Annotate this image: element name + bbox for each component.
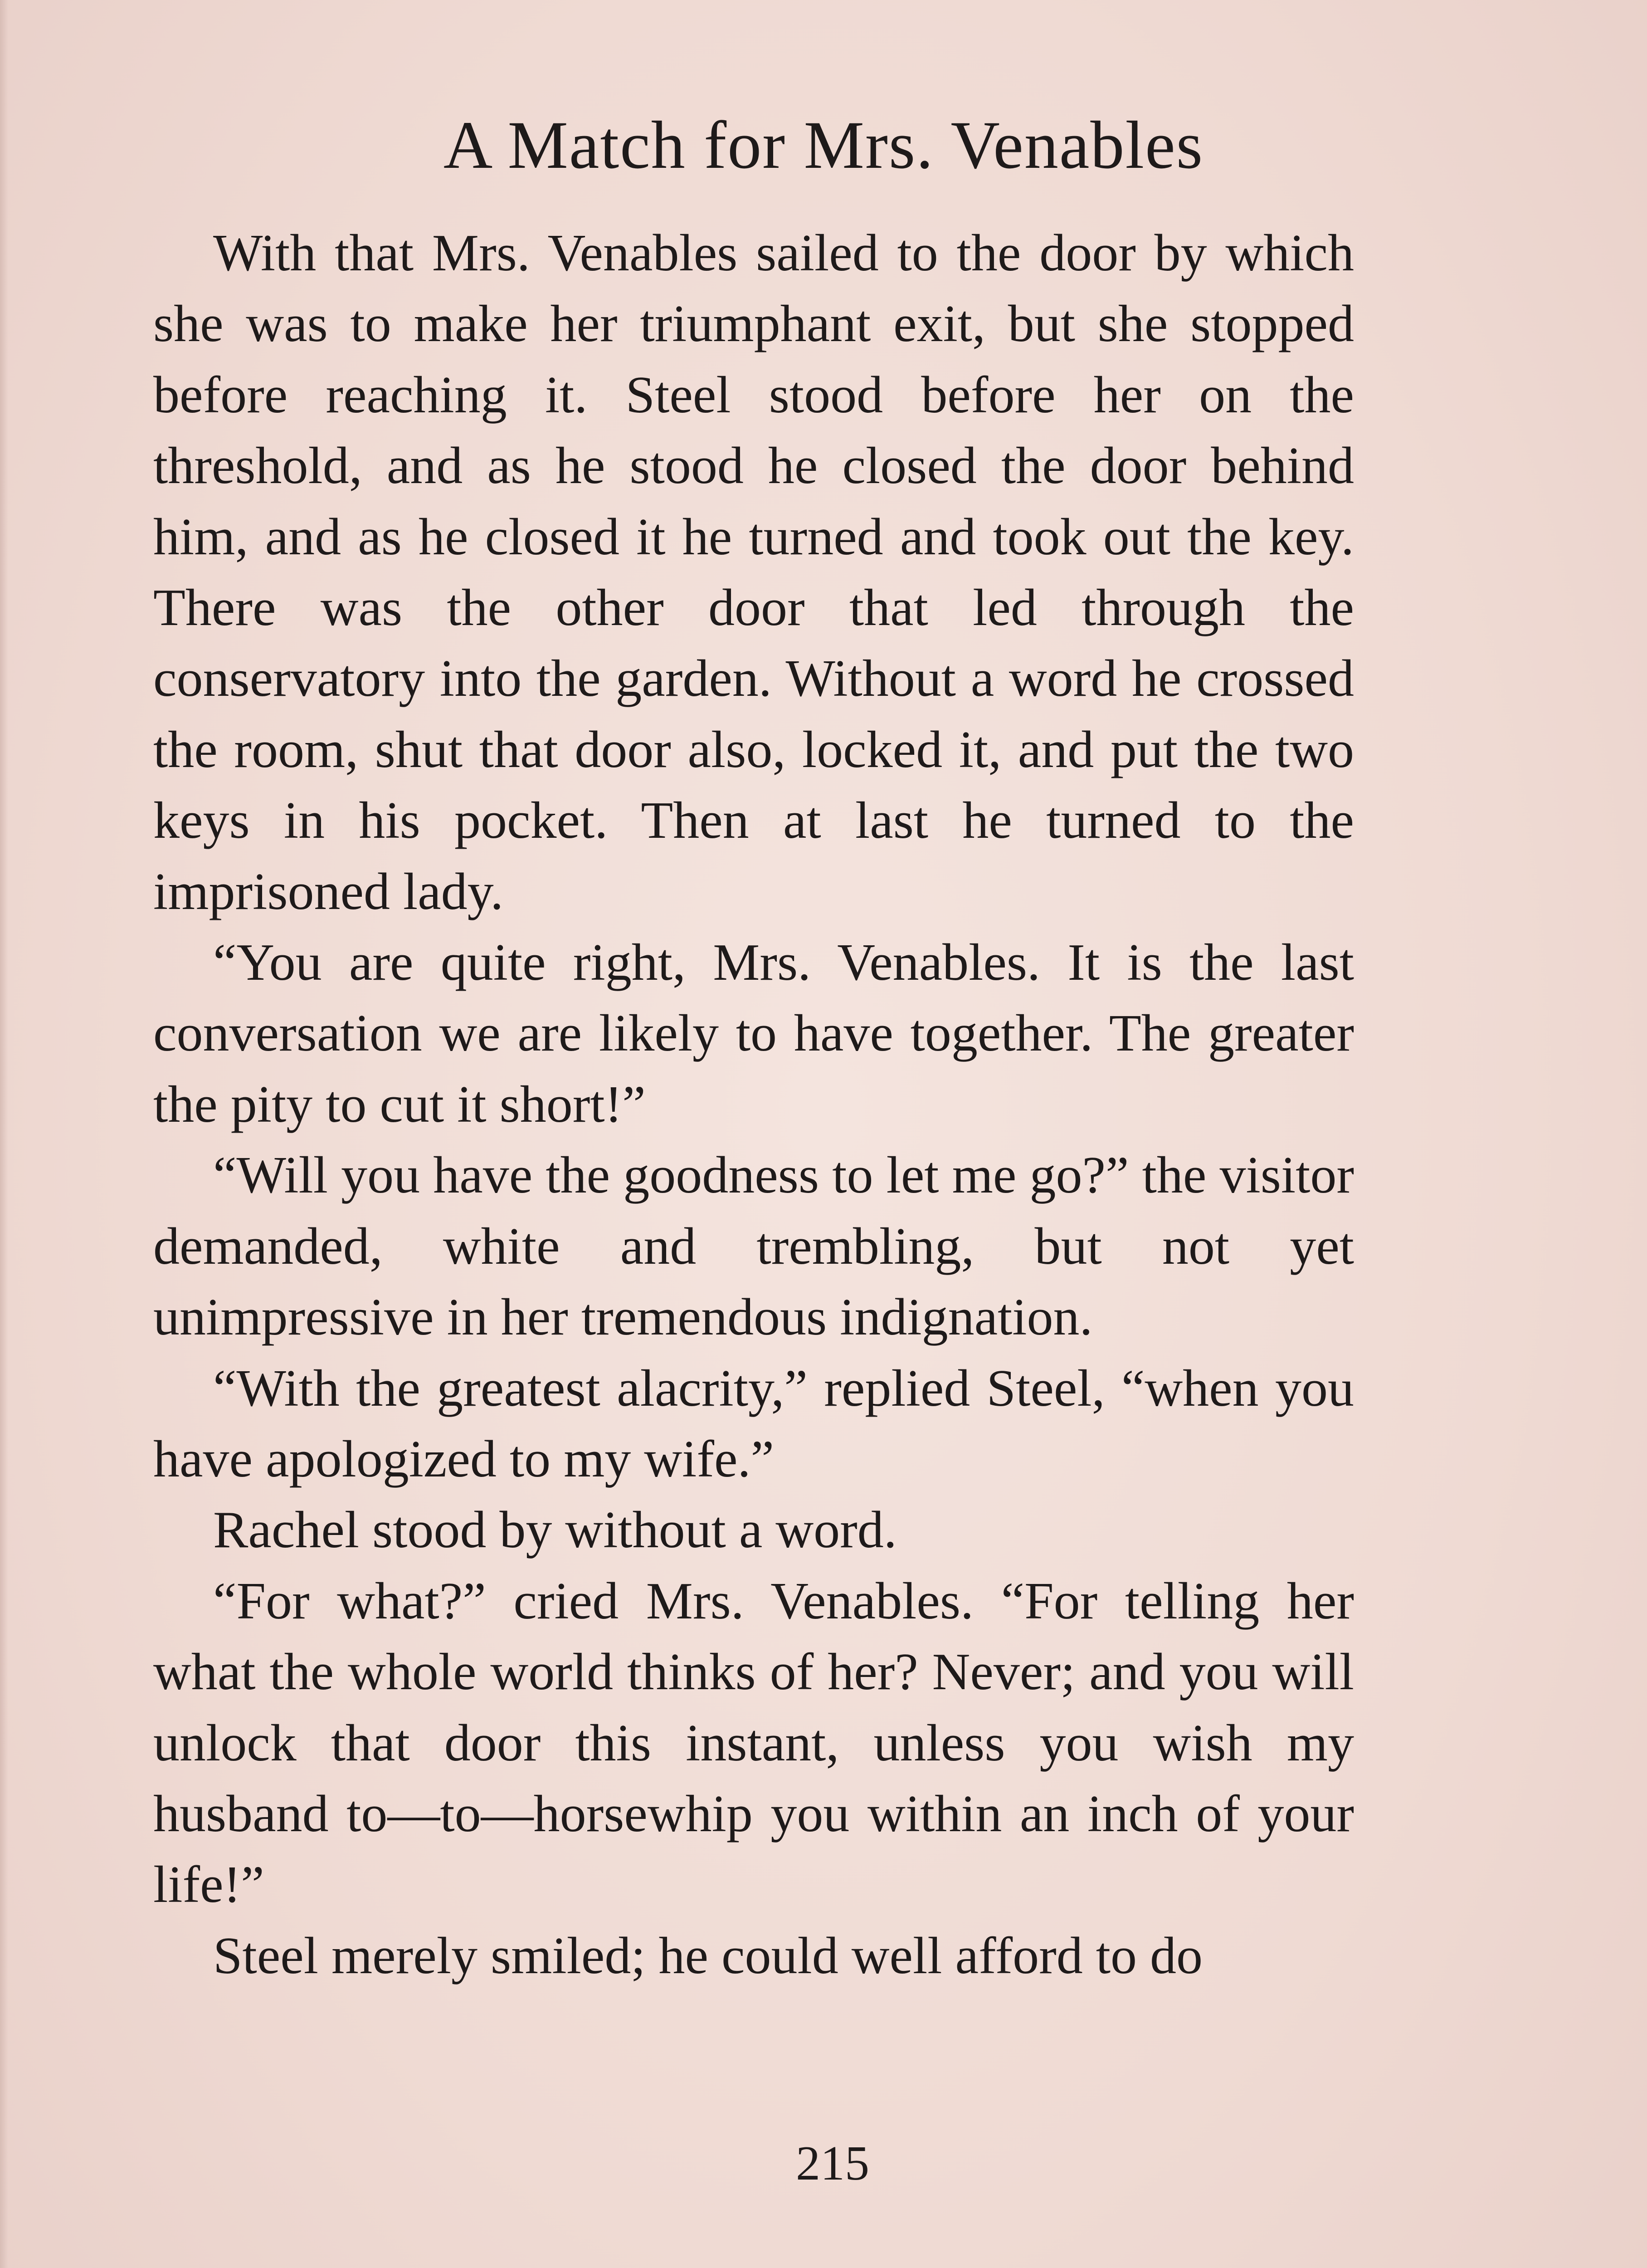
- paragraph: “Will you have the goodness to let me go?” the visitor demanded, white and trembling, but not yet unimpressive in her tremendous indignation.: [153, 1146, 1354, 1347]
- paragraph: Rachel stood by without a word.: [213, 1501, 897, 1559]
- paragraph: Steel merely smiled; he could well afford to do: [213, 1926, 1203, 1985]
- paragraph: “With the greatest alacrity,” replied Steel, “when you have apologized to my wife.”: [153, 1359, 1354, 1488]
- page-number: 215: [796, 2136, 869, 2190]
- paragraph: With that Mrs. Venables sailed to the door by which she was to make her triumphant exit, but she stopped before reaching it. Steel stood before her on the threshold, and as he stood he closed the door behind him, and as he closed it he turned and took out the key. There was the other door that led through the conservatory into the garden. Without a word he crossed the room, shut that door also, locked it, and put the two keys in his pocket. Then at last he turned to the imprisoned lady.: [153, 224, 1354, 921]
- body-text: [153, 218, 1354, 1991]
- paragraph: “You are quite right, Mrs. Venables. It is the last conversation we are likely to have together. The greater the pity to cut it short!”: [153, 934, 1354, 1134]
- page-gutter-shadow: [0, 0, 8, 2268]
- running-head: A Match for Mrs. Venables: [443, 108, 1204, 183]
- paragraph: “For what?” cried Mrs. Venables. “For telling her what the whole world thinks of her? Never; and you will unlock that door this instant, unless you wish my husband to—to—horsewhip you within an inch of your life!”: [153, 1572, 1354, 1914]
